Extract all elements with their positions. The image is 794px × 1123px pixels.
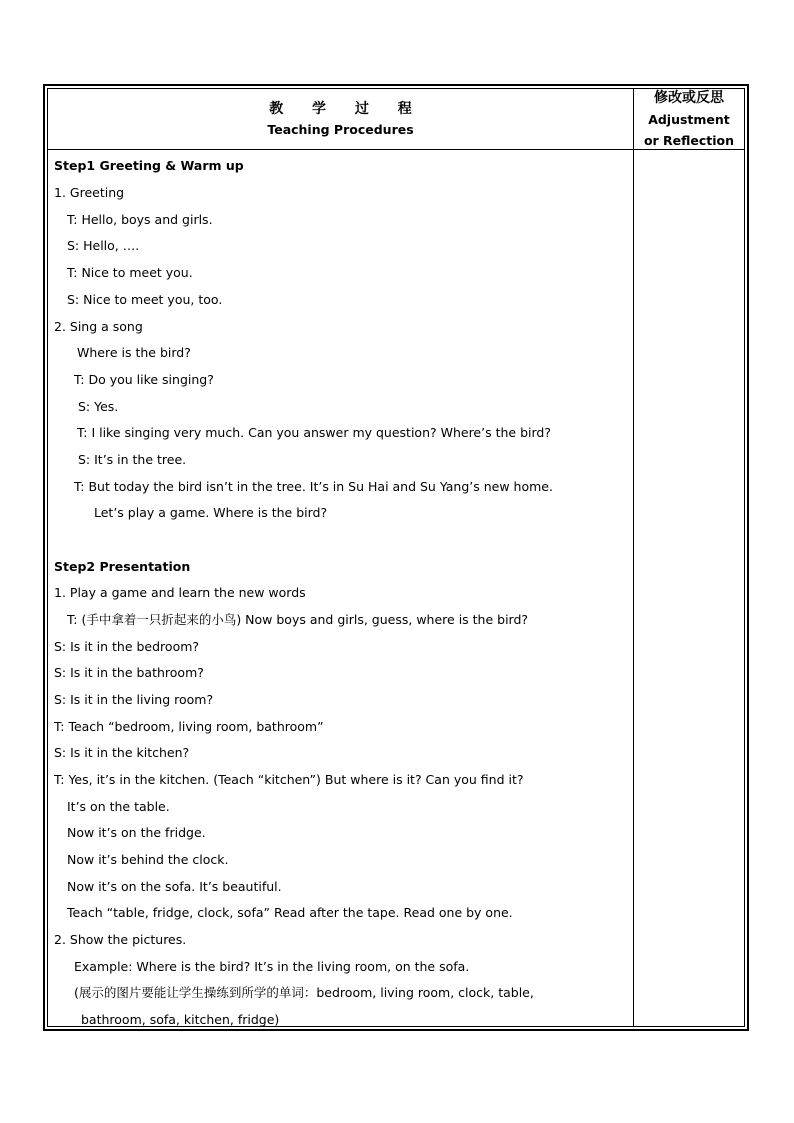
- content-line: It’s on the table.: [67, 799, 170, 814]
- content-line: Where is the bird?: [77, 345, 191, 360]
- content-line: Teach “table, fridge, clock, sofa” Read after the tape. Read one by one.: [67, 905, 513, 920]
- content-line: (展示的图片要能让学生操练到所学的单词：bedroom, living room, clock, table,: [74, 985, 534, 1000]
- content-line: T: Nice to meet you.: [67, 265, 193, 280]
- content-line: T: Do you like singing?: [74, 372, 214, 387]
- content-line: Now it’s on the sofa. It’s beautiful.: [67, 879, 282, 894]
- content-line: T: Teach “bedroom, living room, bathroom”: [54, 719, 324, 734]
- content-line: T: Yes, it’s in the kitchen. (Teach “kitchen”) But where is it? Can you find it?: [54, 772, 524, 787]
- content-line: T: Hello, boys and girls.: [67, 212, 213, 227]
- lesson-table: [43, 84, 749, 1031]
- content-line: 1. Play a game and learn the new words: [54, 585, 306, 600]
- step2-heading: Step2 Presentation: [54, 559, 191, 574]
- content-line: S: It’s in the tree.: [78, 452, 187, 467]
- reflection-title-en-2: or Reflection: [643, 132, 735, 148]
- reflection-title-zh: 修改或反思: [654, 89, 724, 106]
- table-inner-border: [47, 88, 745, 1027]
- step1-heading: Step1 Greeting & Warm up: [54, 158, 244, 173]
- content-line: Let’s play a game. Where is the bird?: [94, 505, 328, 520]
- header-divider: [48, 149, 744, 150]
- content-line: S: Is it in the bathroom?: [54, 665, 204, 680]
- content-line: 1. Greeting: [54, 185, 125, 200]
- content-line: S: Is it in the living room?: [54, 692, 214, 707]
- content-line: T: I like singing very much. Can you answer my question? Where’s the bird?: [77, 425, 551, 440]
- content-line: 2. Sing a song: [54, 319, 143, 334]
- content-line: Now it’s behind the clock.: [67, 852, 229, 867]
- content-line: S: Nice to meet you, too.: [67, 292, 223, 307]
- content-line: bathroom, sofa, kitchen, fridge): [81, 1012, 280, 1027]
- content-line: S: Is it in the bedroom?: [54, 639, 200, 654]
- procedures-title-zh: 教 学 过 程: [269, 101, 424, 117]
- column-divider: [633, 89, 634, 1026]
- content-line: 2. Show the pictures.: [54, 932, 187, 947]
- reflection-title-en-1: Adjustment: [648, 111, 730, 127]
- content-line: S: Hello, ….: [67, 238, 140, 253]
- content-line: T: (手中拿着一只折起来的小鸟) Now boys and girls, guess, where is the bird?: [67, 612, 529, 627]
- reflection-header: [634, 89, 744, 149]
- content-line: Example: Where is the bird? It’s in the living room, on the sofa.: [74, 959, 470, 974]
- content-line: T: But today the bird isn’t in the tree. It’s in Su Hai and Su Yang’s new home.: [74, 479, 553, 494]
- content-line: S: Is it in the kitchen?: [54, 745, 190, 760]
- content-line: Now it’s on the fridge.: [67, 825, 206, 840]
- content-line: S: Yes.: [78, 399, 119, 414]
- procedures-header: [48, 89, 633, 149]
- procedures-title-en: Teaching Procedures: [267, 122, 414, 137]
